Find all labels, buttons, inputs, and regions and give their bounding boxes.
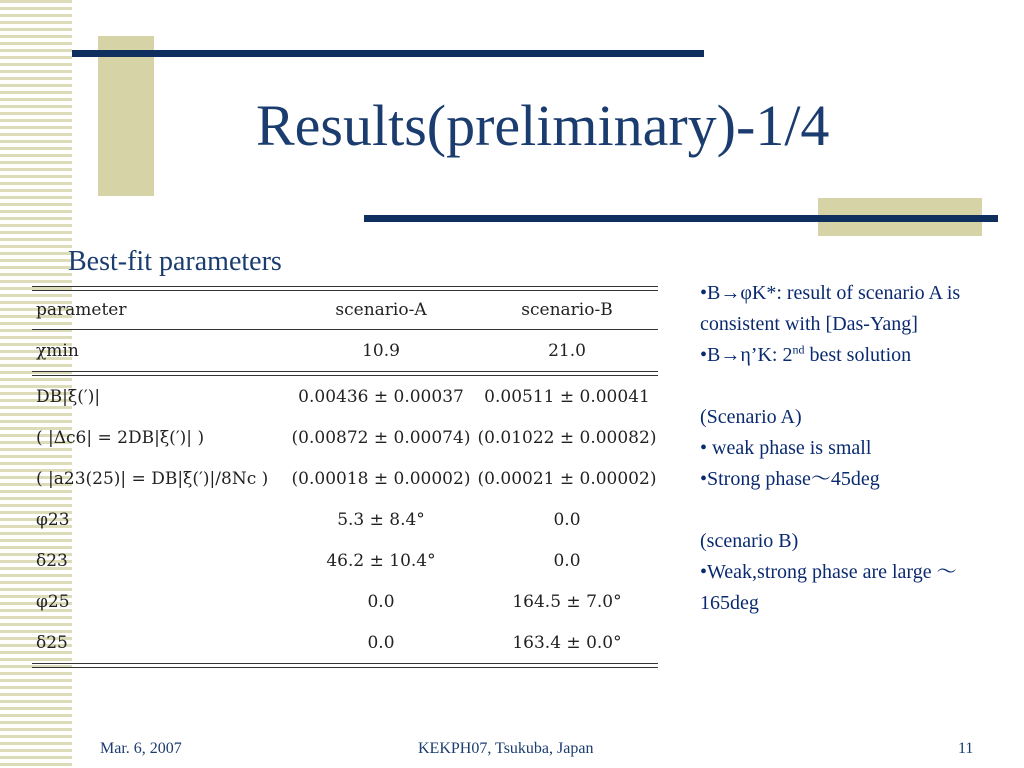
scenario-b-heading: (scenario B) [700, 530, 799, 552]
note-betak [700, 340, 1000, 371]
table-row [32, 622, 658, 663]
footer-event: KEKPH07, Tsukuba, Japan [418, 740, 594, 757]
scenario-a-cell: 0.00436 ± 0.00037 [298, 386, 464, 407]
title-rule-bottom [364, 215, 998, 222]
table-row [32, 458, 658, 499]
table-row [32, 499, 658, 540]
table-row [32, 581, 658, 622]
param-cell: δ25 [36, 632, 68, 653]
table-row [32, 417, 658, 458]
scenario-a-cell: 0.0 [367, 632, 395, 653]
param-cell: δ23 [36, 550, 68, 571]
note-spacer [700, 371, 1000, 402]
scenario-b-cell: (0.00021 ± 0.00002) [477, 468, 657, 489]
accent-block-top [98, 36, 154, 196]
param-cell: φ25 [36, 591, 70, 612]
header-scenario-b: scenario-B [521, 300, 613, 320]
scenario-b-cell: 0.00511 ± 0.00041 [484, 386, 650, 407]
note-betak-text: •B→η’K: 2 [700, 344, 793, 366]
scenario-b-cell: 0.0 [553, 509, 581, 530]
table-row [32, 540, 658, 581]
scenario-b-note-1: •Weak,strong phase are large ～165deg [700, 561, 957, 614]
scenario-b-cell: 163.4 ± 0.0° [512, 632, 622, 653]
footer-date: Mar. 6, 2007 [100, 740, 182, 757]
note-spacer [700, 495, 1000, 526]
title-rule-top [72, 50, 704, 57]
note-bphik: •B→φK*: result of scenario A is consistent with [Das-Yang] [700, 282, 961, 335]
note-betak-sup: nd [792, 342, 805, 357]
note-betak-rest: best solution [804, 344, 912, 366]
table-bottom-rule [32, 663, 658, 668]
scenario-b-cell: 164.5 ± 7.0° [512, 591, 622, 612]
scenario-a-cell: 0.0 [367, 591, 395, 612]
scenario-b-cell: 0.0 [553, 550, 581, 571]
table-row [32, 376, 658, 417]
scenario-a-note-1: • weak phase is small [700, 437, 872, 459]
chi-row [32, 330, 658, 371]
header-parameter: parameter [36, 300, 127, 320]
scenario-a-cell: (0.00018 ± 0.00002) [291, 468, 471, 489]
scenario-a-cell: 5.3 ± 8.4° [337, 509, 425, 530]
footer-page-number: 11 [958, 740, 974, 757]
param-cell: DB|ξ(′)| [36, 386, 101, 407]
scenario-b-cell: (0.01022 ± 0.00082) [477, 427, 657, 448]
scenario-a-heading: (Scenario A) [700, 406, 802, 428]
scenario-a-cell: (0.00872 ± 0.00074) [291, 427, 471, 448]
slide-subtitle: Best-fit parameters [68, 246, 282, 277]
chi-scenario-b: 21.0 [548, 340, 586, 361]
param-cell: φ23 [36, 509, 70, 530]
param-cell: ( |Δc6| = 2DB|ξ(′)| ) [36, 427, 205, 448]
scenario-a-cell: 46.2 ± 10.4° [326, 550, 436, 571]
chi-scenario-a: 10.9 [362, 340, 400, 361]
best-fit-table [32, 286, 658, 668]
param-cell: ( |a23(25)| = DB|ξ(′)|/8Nc ) [36, 468, 269, 489]
notes-panel [700, 278, 1000, 619]
scenario-a-note-2: •Strong phase～45deg [700, 468, 880, 490]
chi-label: χmin [36, 340, 79, 361]
header-scenario-a: scenario-A [335, 300, 427, 320]
slide-title: Results(preliminary)-1/4 [256, 93, 830, 158]
table-header-row [32, 291, 658, 329]
